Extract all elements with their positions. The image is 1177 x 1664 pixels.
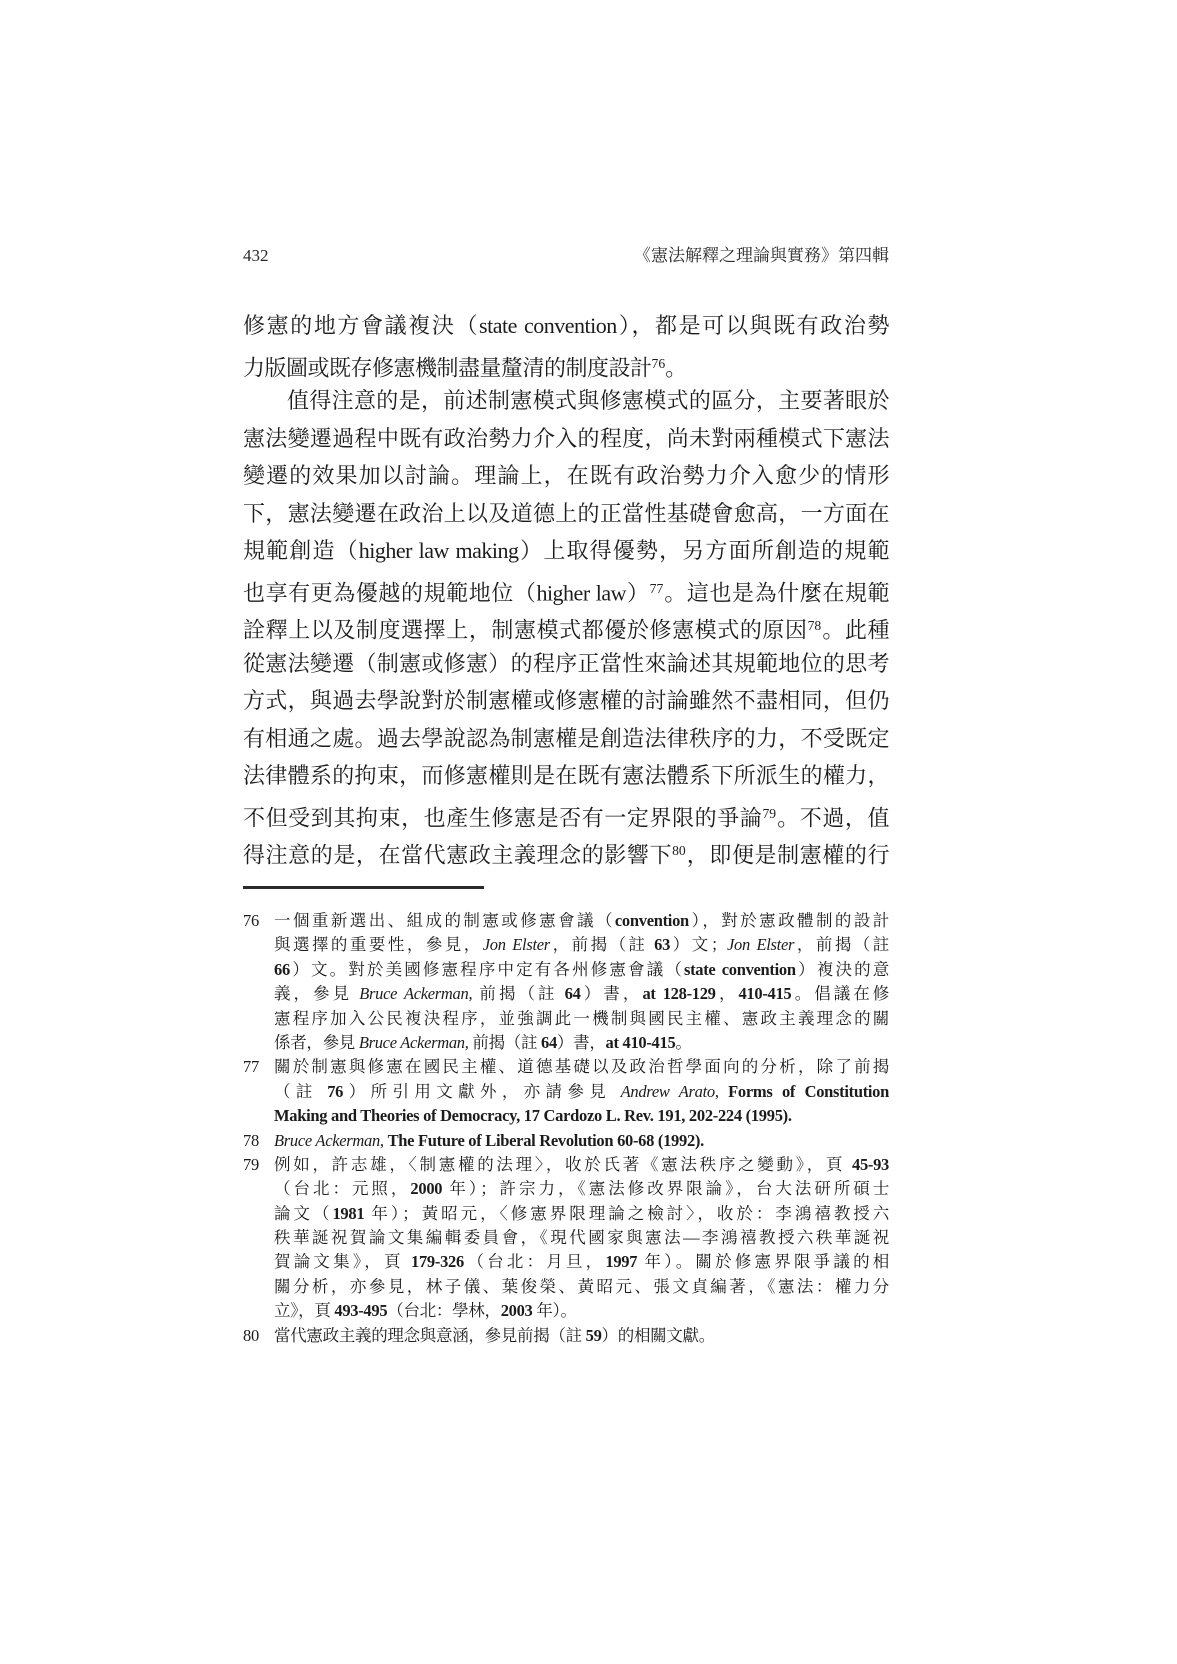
running-head-book-title: 《憲法解釋之理論與實務》第四輯 <box>634 246 889 265</box>
text-segment: 憲程序加入公民複決程序，並強調此一機制與國民主權、憲政主義理念的關 <box>274 1008 889 1028</box>
text-segment: , <box>714 1081 729 1101</box>
text-segment: ），對於憲政體制的設計 <box>688 911 889 930</box>
footnote <box>243 1324 889 1348</box>
footnote <box>243 1055 889 1128</box>
text-segment: 變遷的效果加以討論。理論上，在既有政治勢力介入愈少的情形 <box>243 463 889 488</box>
text-line <box>274 1275 889 1299</box>
footnote-number: 79 <box>243 1154 259 1174</box>
text-segment: 64 <box>541 1032 557 1052</box>
text-line <box>274 982 889 1006</box>
text-segment: 關於制憲與修憲在國民主權、道德基礎以及政治哲學面向的分析，除了前揭 <box>274 1057 889 1077</box>
text-line <box>243 570 889 608</box>
text-segment: 179-326 <box>411 1252 464 1272</box>
text-segment: 論文（ <box>274 1203 333 1223</box>
text-line <box>243 345 889 383</box>
text-segment: 賀論文集》，頁 <box>274 1252 412 1272</box>
text-line <box>243 382 889 420</box>
text-segment: ）文； <box>670 935 727 955</box>
text-segment: 2000 <box>410 1179 443 1199</box>
text-segment: 年）；黃昭元，〈修憲界限理論之檢討〉，收於：李鴻禧教授六 <box>364 1203 889 1223</box>
text-segment: 規範創造（higher law making）上取得優勢，另方面所創造的規範 <box>243 538 889 563</box>
footnote-ref: 80 <box>672 843 686 858</box>
page-number: 432 <box>243 246 269 265</box>
text-line <box>274 1031 889 1055</box>
footnote-ref: 79 <box>762 805 777 821</box>
text-segment: 例如，許志雄，〈制憲權的法理〉，收於氏著《憲法秩序之變動》，頁 <box>274 1154 852 1174</box>
text-segment: state convention <box>683 959 796 979</box>
text-line <box>274 1250 889 1274</box>
text-segment: Andrew Arato <box>620 1081 715 1101</box>
text-line <box>243 457 889 495</box>
text-segment: ）書， <box>580 984 643 1004</box>
text-line <box>243 420 889 458</box>
text-line <box>243 682 889 720</box>
text-segment: ，即便是制憲權的行 <box>685 842 889 868</box>
text-line <box>243 757 889 795</box>
text-line <box>274 1177 889 1201</box>
text-segment: 59 <box>585 1325 602 1345</box>
text-segment: 前揭（註 <box>468 1032 542 1052</box>
text-segment: 關分析，亦參見，林子儀、葉俊榮、黃昭元、張文貞編著，《憲法：權力分 <box>274 1276 889 1296</box>
text-line <box>243 307 889 345</box>
text-segment: Bruce Ackerman, <box>359 984 473 1004</box>
text-segment: 年）。 <box>532 1301 577 1321</box>
text-segment: 不但受到其拘束，也產生修憲是否有一定界限的爭論 <box>243 805 763 830</box>
text-line <box>243 495 889 533</box>
text-segment: ）書， <box>556 1032 606 1052</box>
text-segment: 。不過，值 <box>776 805 889 830</box>
text-line <box>243 720 889 758</box>
footnote <box>243 1153 889 1324</box>
footnote-ref: 77 <box>649 580 664 596</box>
text-segment: （台北：元照， <box>274 1179 411 1199</box>
footnote-number: 78 <box>243 1130 259 1150</box>
text-line <box>243 645 889 683</box>
text-segment: at 410-415 <box>605 1032 676 1052</box>
text-segment: （台北：學林， <box>387 1301 501 1321</box>
text-segment: 。倡議在修 <box>791 984 889 1004</box>
text-segment: 當代憲政主義的理念與意涵，參見前揭（註 <box>274 1325 586 1345</box>
footnote <box>243 909 889 1055</box>
text-line <box>243 607 889 645</box>
text-segment: 410-415 <box>738 984 792 1004</box>
text-segment: 76 <box>327 1081 344 1101</box>
text-line <box>274 909 889 933</box>
footnote-number: 80 <box>243 1325 259 1345</box>
text-line <box>274 958 889 982</box>
text-segment: Bruce Ackerman <box>274 1130 380 1150</box>
text-segment: 有相通之處。過去學說認為制憲權是創造法律秩序的力，不受既定 <box>243 725 889 751</box>
text-segment: 立》，頁 <box>274 1301 335 1321</box>
text-segment: ）的相關文獻。 <box>601 1325 715 1345</box>
text-segment: 義，參見 <box>274 984 360 1004</box>
text-segment: ， <box>715 984 739 1004</box>
footnote-number: 77 <box>243 1057 259 1077</box>
text-line <box>274 1153 889 1177</box>
text-segment: 係者，參見 <box>274 1032 359 1052</box>
text-segment: 。這也是為什麼在規範 <box>663 580 889 605</box>
text-segment: 一個重新選出、組成的制憲或修憲會議（ <box>274 911 615 930</box>
text-segment: 年）；許宗力，《憲法修改界限論》，台大法研所碩士 <box>442 1179 889 1199</box>
text-segment: 66 <box>274 959 290 979</box>
text-segment: 。此種 <box>821 617 889 643</box>
footnote-number: 76 <box>243 911 259 930</box>
body-text <box>243 307 889 870</box>
text-segment: 值得注意的是，前述制憲模式與修憲模式的區分，主要著眼於 <box>287 388 889 413</box>
text-segment: 得注意的是，在當代憲政主義理念的影響下 <box>243 842 673 868</box>
text-segment: 。 <box>665 355 687 380</box>
text-segment: at 128-129 <box>642 984 716 1004</box>
text-segment: Jon Elster <box>726 935 795 955</box>
text-segment: Jon Elster <box>482 935 550 955</box>
footnote-ref: 78 <box>807 618 822 633</box>
text-segment: 1997 <box>605 1252 638 1272</box>
text-segment: ，前揭（註 <box>794 935 889 955</box>
text-segment: 45-93 <box>852 1154 889 1174</box>
text-segment: 秩華誕祝賀論文集編輯委員會，《現代國家與憲法—李鴻禧教授六秩華誕祝 <box>274 1228 889 1248</box>
text-segment: 1981 <box>332 1203 365 1223</box>
text-line <box>243 795 889 833</box>
text-segment: 下，憲法變遷在政治上以及道德上的正當性基礎會愈高，一方面在 <box>243 500 889 526</box>
text-segment: Forms of Constitution <box>728 1081 889 1101</box>
footnote <box>243 1129 889 1153</box>
footnotes-section <box>243 909 889 1348</box>
text-line <box>274 1055 889 1079</box>
footnote-separator <box>243 886 484 889</box>
text-segment: ，前揭（註 <box>549 935 655 955</box>
text-segment: 前揭（註 <box>472 984 565 1004</box>
text-segment: 力版圖或既存修憲機制盡量釐清的制度設計 <box>243 355 652 380</box>
text-segment: 修憲的地方會議複決（state convention），都是可以與既有政治勢 <box>243 313 889 338</box>
text-line <box>274 1299 889 1323</box>
text-segment: The Future of Liberal Revolution 60-68 (1992). <box>387 1130 704 1150</box>
text-segment: convention <box>614 911 689 930</box>
text-segment: ）複決的意 <box>795 959 889 979</box>
text-segment: 也享有更為優越的規範地位（higher law） <box>243 580 650 605</box>
text-line <box>274 1324 889 1348</box>
text-line <box>274 1202 889 1226</box>
text-segment: 493-495 <box>334 1301 388 1321</box>
text-segment: 方式，與過去學說對於制憲權或修憲權的討論雖然不盡相同，但仍 <box>243 688 889 713</box>
text-line <box>243 532 889 570</box>
text-segment: 與選擇的重要性，參見， <box>274 935 483 955</box>
text-line <box>243 832 889 870</box>
text-segment: , <box>379 1130 388 1150</box>
text-segment: 憲法變遷過程中既有政治勢力介入的程度，尚未對兩種模式下憲法 <box>243 425 889 451</box>
text-segment: 從憲法變遷（制憲或修憲）的程序正當性來論述其規範地位的思考 <box>243 650 889 676</box>
text-segment: 年）。關於修憲界限爭議的相 <box>637 1252 889 1272</box>
text-line <box>274 1129 889 1153</box>
text-segment: Making and Theories of Democracy, 17 Cardozo L. Rev. 191, 202-224 (1995). <box>274 1106 792 1126</box>
text-line <box>274 933 889 957</box>
text-segment: 法律體系的拘束，而修憲權則是在既有憲法體系下所派生的權力， <box>243 763 889 788</box>
text-segment: 63 <box>654 935 671 955</box>
page-header <box>243 241 889 266</box>
footnote-ref: 76 <box>651 355 666 371</box>
text-segment: ）文。對於美國修憲程序中定有各州修憲會議（ <box>289 959 684 979</box>
text-segment: ）所引用文獻外，亦請參見 <box>343 1081 621 1101</box>
text-line <box>274 1104 889 1128</box>
text-segment: （台北：月旦， <box>463 1252 606 1272</box>
text-segment: 2003 <box>500 1301 533 1321</box>
text-segment: Bruce Ackerman, <box>358 1032 469 1052</box>
text-segment: 64 <box>564 984 581 1004</box>
text-line <box>274 1007 889 1031</box>
text-segment: （註 <box>274 1081 328 1101</box>
text-segment: 詮釋上以及制度選擇上，制憲模式都優於修憲模式的原因 <box>243 617 808 643</box>
text-line <box>274 1080 889 1104</box>
text-line <box>274 1226 889 1250</box>
text-segment: 。 <box>675 1032 692 1052</box>
